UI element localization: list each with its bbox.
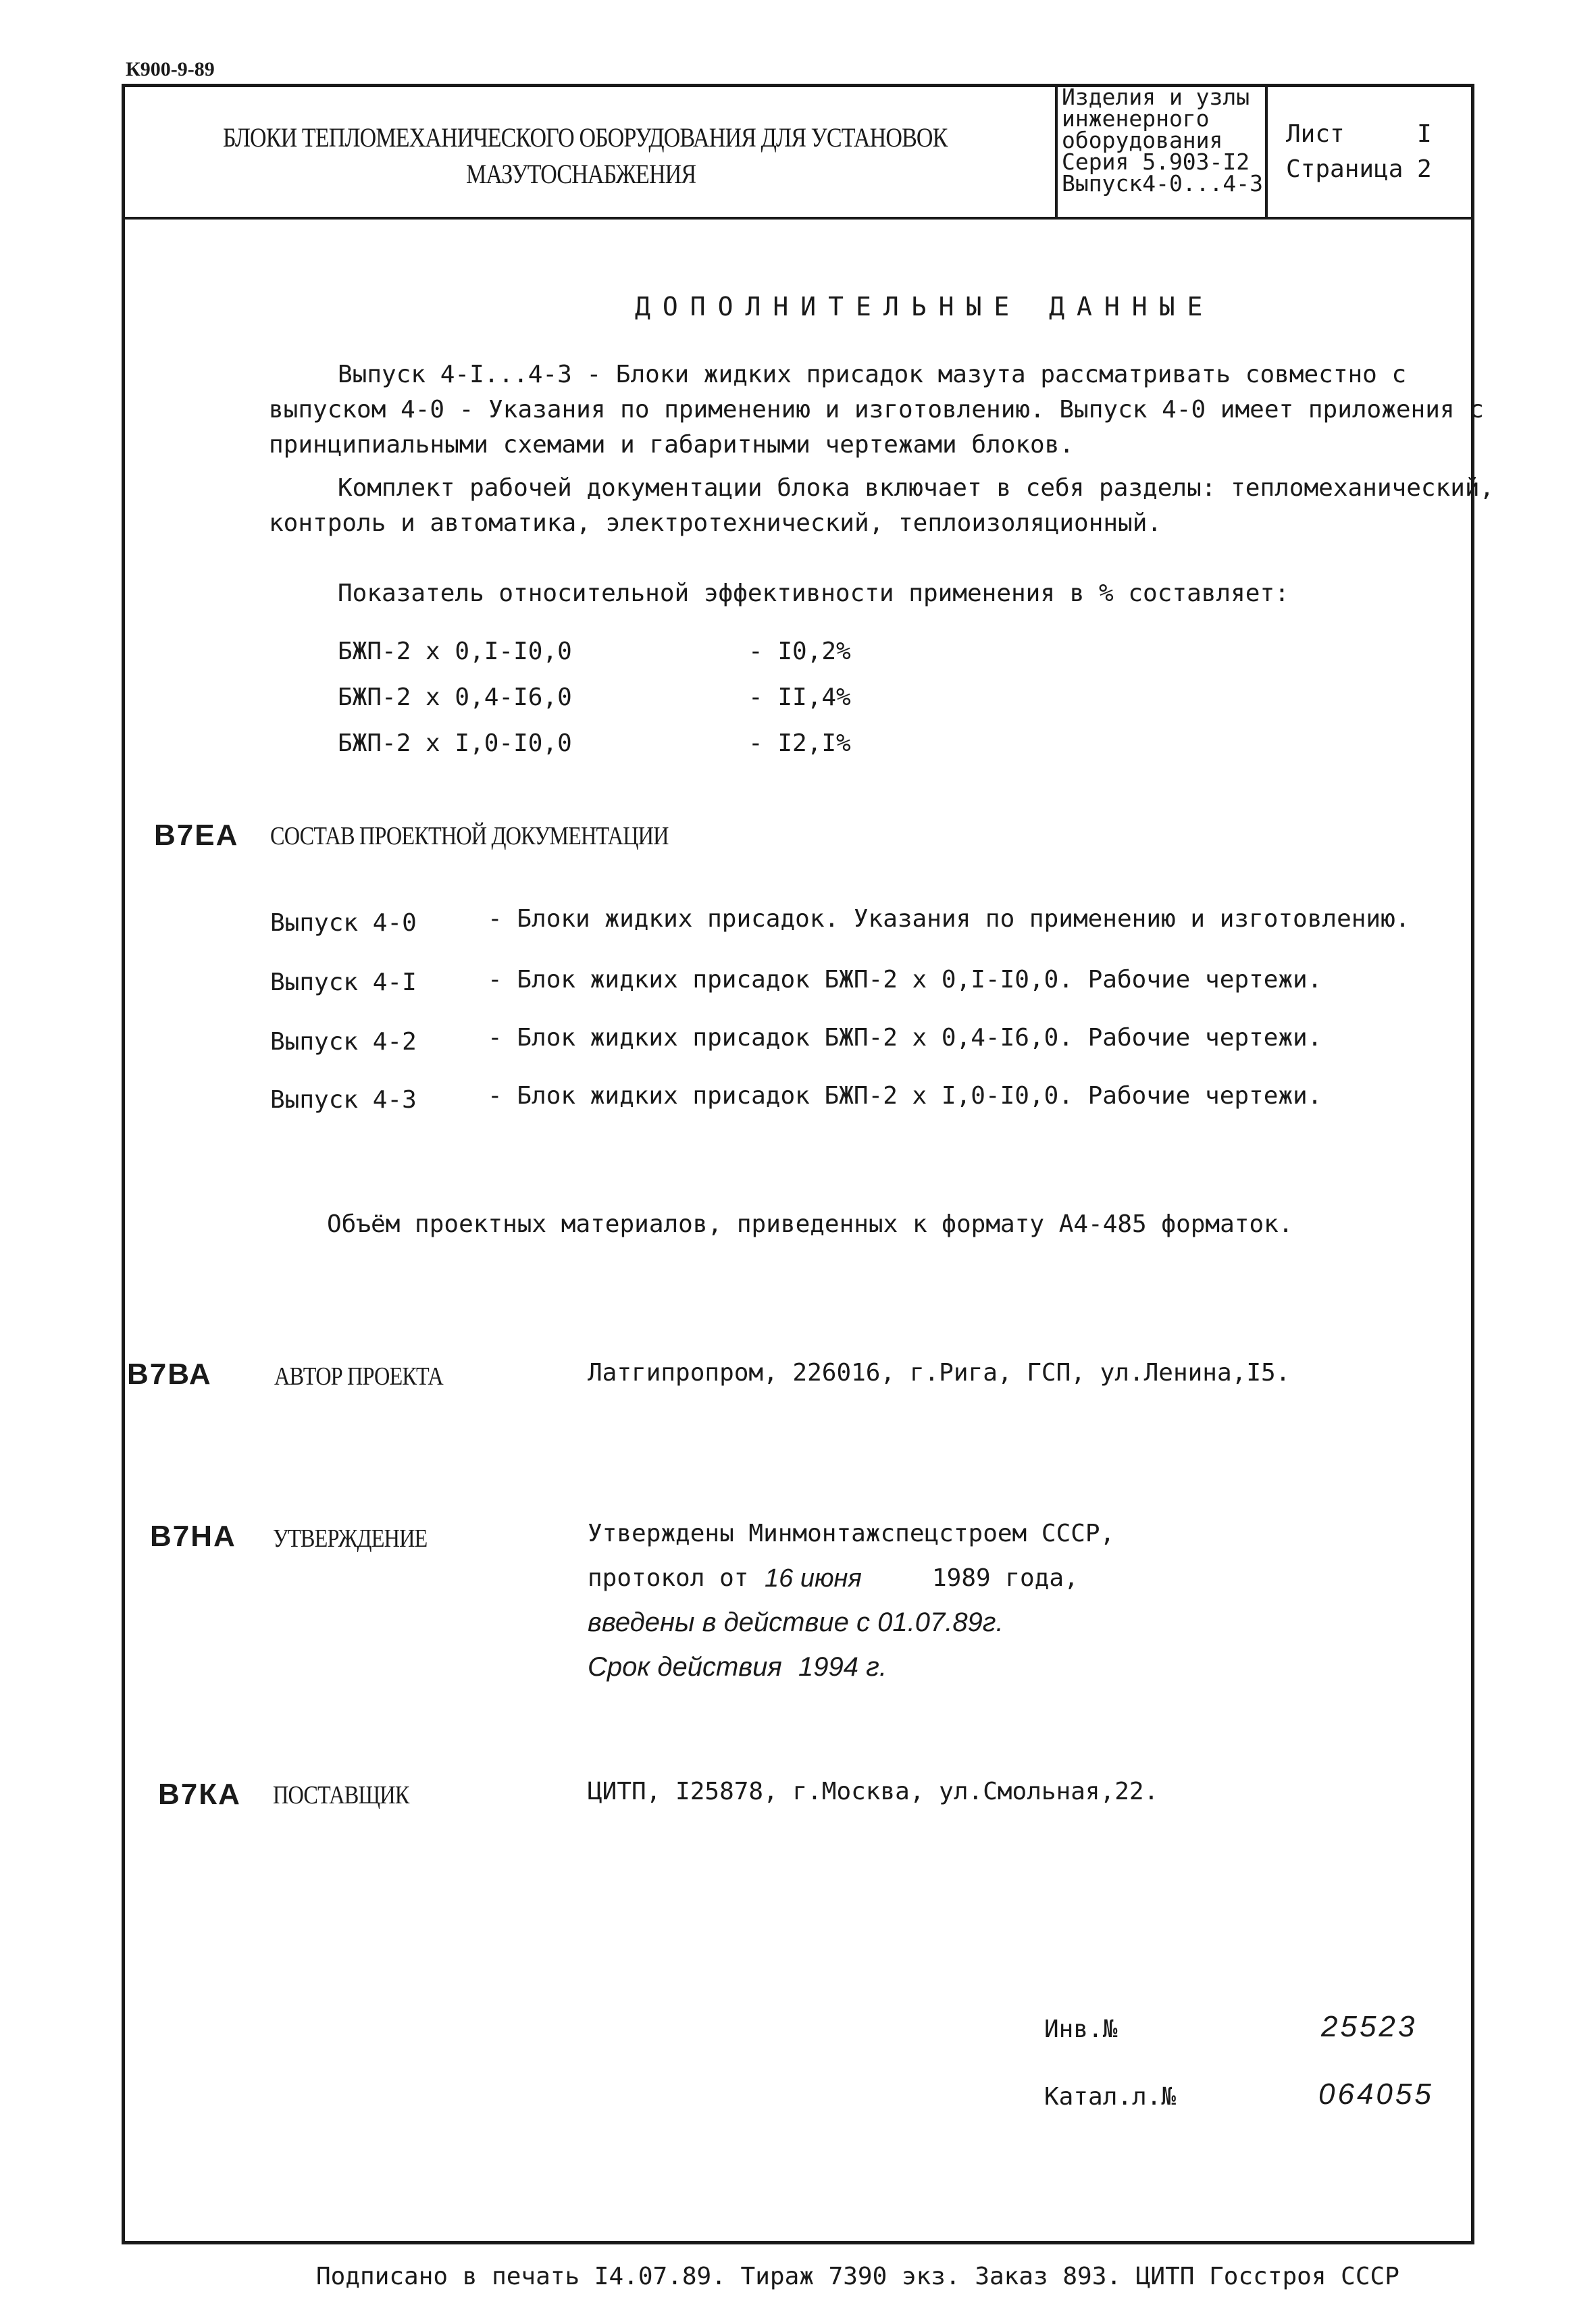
inventory-number: 25523	[1321, 2010, 1418, 2043]
issue-description: - Блок жидких присадок БЖП-2 х 0,I-I0,0. Рабочие чертежи.	[488, 966, 1322, 994]
approval-line-4-prefix: Срок действия	[588, 1652, 782, 1682]
issue-label: Выпуск 4-I	[270, 969, 417, 996]
efficiency-intro: Показатель относительной эффективности применения в % составляет:	[338, 580, 1289, 607]
section-heading-additional: ДОПОЛНИТЕЛЬНЫЕ ДАННЫЕ	[635, 292, 1215, 322]
issue-description: - Блоки жидких присадок. Указания по применению и изготовлению.	[488, 905, 1410, 933]
efficiency-name: БЖП-2 х I,0-I0,0	[338, 729, 572, 757]
paragraph-line: принципиальными схемами и габаритными чертежами блоков.	[269, 431, 1075, 459]
series-box-line: инженерного	[1062, 105, 1210, 132]
header-divider-vertical-1	[1055, 84, 1058, 219]
paragraph-line: Комплект рабочей документации блока включает в себя разделы: тепломеханический,	[338, 474, 1495, 502]
page-value: 2	[1417, 155, 1432, 183]
series-box	[1062, 86, 1263, 195]
sheet-label: Лист	[1286, 120, 1345, 148]
issue-label: Выпуск 4-2	[270, 1028, 417, 1056]
document-code: К900-9-89	[126, 58, 215, 80]
efficiency-value: - I0,2%	[748, 638, 851, 665]
approval-line-1: Утверждены Минмонтажспецстроем СССР,	[588, 1520, 1115, 1547]
section-label-approval: УТВЕРЖДЕНИЕ	[273, 1524, 428, 1553]
sheet-value: I	[1417, 120, 1432, 148]
print-imprint: Подписано в печать I4.07.89. Тираж 7390 экз. Заказ 893. ЦИТП Госстроя СССР	[316, 2263, 1399, 2290]
section-code-composition: В7ЕА	[154, 819, 239, 852]
approval-line-3: введены в действие с 01.07.89г.	[588, 1608, 1004, 1637]
approval-line-4-value: 1994 г.	[798, 1652, 887, 1682]
efficiency-name: БЖП-2 х 0,4-I6,0	[338, 684, 572, 711]
issue-label: Выпуск 4-3	[270, 1086, 417, 1114]
issue-description: - Блок жидких присадок БЖП-2 х I,0-I0,0. Рабочие чертежи.	[488, 1082, 1322, 1110]
header-divider	[122, 217, 1474, 220]
section-title-composition: СОСТАВ ПРОЕКТНОЙ ДОКУМЕНТАЦИИ	[270, 822, 669, 850]
page-label: Страница	[1286, 155, 1404, 183]
header-title-line-2: МАЗУТОСНАБЖЕНИЯ	[466, 159, 696, 189]
catalog-label: Катал.л.№	[1044, 2083, 1177, 2111]
approval-line-2-prefix: протокол от	[588, 1564, 749, 1592]
inventory-label: Инв.№	[1044, 2015, 1118, 2043]
section-label-supplier: ПОСТАВЩИК	[273, 1781, 409, 1809]
approval-date: 16 июня	[765, 1564, 862, 1593]
series-box-line: Серия 5.903-I2	[1062, 149, 1250, 175]
section-label-author: АВТОР ПРОЕКТА	[274, 1362, 443, 1391]
issue-description: - Блок жидких присадок БЖП-2 х 0,4-I6,0. Рабочие чертежи.	[488, 1024, 1322, 1052]
header-divider-vertical-2	[1265, 84, 1268, 219]
efficiency-name: БЖП-2 х 0,I-I0,0	[338, 638, 572, 665]
header-title-line-1: БЛОКИ ТЕПЛОМЕХАНИЧЕСКОГО ОБОРУДОВАНИЯ ДЛЯ УСТАНОВОК	[223, 122, 948, 153]
author-value: Латгипропром, 226016, г.Рига, ГСП, ул.Ленина,I5.	[588, 1359, 1291, 1387]
series-box-line: оборудования	[1062, 127, 1223, 153]
catalog-number: 064055	[1318, 2078, 1434, 2111]
section-code-approval: В7НА	[150, 1520, 236, 1553]
approval-line-2-suffix: 1989 года,	[932, 1564, 1079, 1592]
series-box-line: Выпуск4-0...4-3	[1062, 170, 1264, 197]
paragraph-line: контроль и автоматика, электротехнический, теплоизоляционный.	[269, 509, 1162, 537]
series-box-line: Изделия и узлы	[1062, 84, 1250, 110]
efficiency-value: - II,4%	[748, 684, 851, 711]
supplier-value: ЦИТП, I25878, г.Москва, ул.Смольная,22.	[588, 1778, 1159, 1805]
section-code-supplier: В7КА	[158, 1778, 241, 1811]
paragraph-line: Выпуск 4-I...4-3 - Блоки жидких присадок мазута рассматривать совместно с	[338, 361, 1407, 388]
paragraph-line: выпуском 4-0 - Указания по применению и изготовлению. Выпуск 4-0 имеет приложения с	[269, 396, 1484, 423]
section-code-author: В7ВА	[127, 1358, 212, 1391]
volume-note: Объём проектных материалов, приведенных к формату А4-485 форматок.	[327, 1210, 1293, 1238]
issue-label: Выпуск 4-0	[270, 909, 417, 937]
efficiency-value: - I2,I%	[748, 729, 851, 757]
